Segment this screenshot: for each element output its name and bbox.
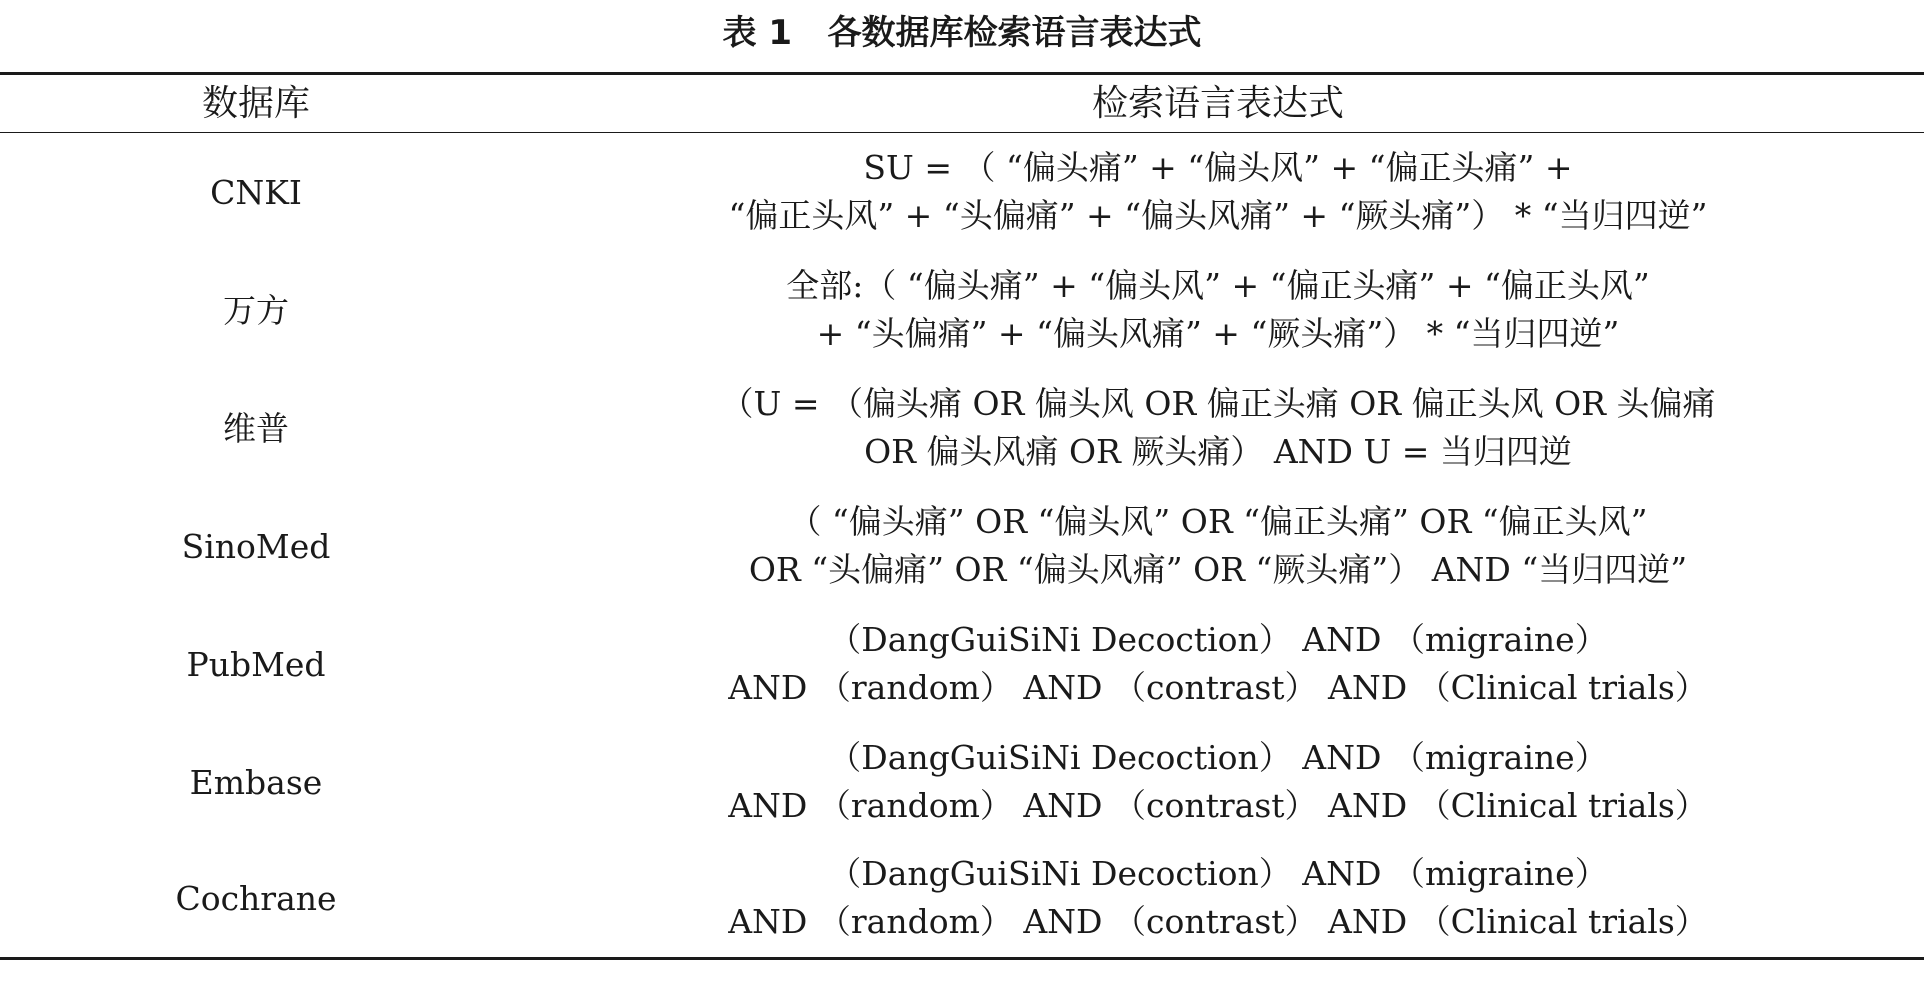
search-expression bbox=[512, 850, 1924, 946]
database-name: SinoMed bbox=[181, 527, 331, 566]
table-bottom-rule bbox=[0, 957, 1924, 960]
database-name: 万方 bbox=[223, 291, 289, 330]
table-top-rule bbox=[0, 72, 1924, 75]
table-row bbox=[0, 724, 1924, 842]
expression-line: AND （random） AND （contrast） AND （Clinical trials） bbox=[728, 902, 1708, 941]
expression-line: （ “偏头痛” OR “偏头风” OR “偏正头痛” OR “偏正头风” bbox=[788, 502, 1648, 541]
table-row bbox=[0, 606, 1924, 724]
search-expression bbox=[512, 144, 1924, 240]
table-row bbox=[0, 488, 1924, 606]
expression-line: 全部:（ “偏头痛” + “偏头风” + “偏正头痛” + “偏正头风” bbox=[786, 266, 1650, 305]
database-name: 维普 bbox=[223, 409, 289, 448]
expression-line: （DangGuiSiNi Decoction） AND （migraine） bbox=[828, 620, 1608, 659]
search-expression bbox=[512, 262, 1924, 358]
expression-line: + “头偏痛” + “偏头风痛” + “厥头痛”） * “当归四逆” bbox=[816, 314, 1620, 353]
expression-line: （DangGuiSiNi Decoction） AND （migraine） bbox=[828, 738, 1608, 777]
search-expression bbox=[512, 498, 1924, 594]
expression-line: OR 偏头风痛 OR 厥头痛） AND U = 当归四逆 bbox=[864, 432, 1572, 471]
table-row bbox=[0, 134, 1924, 252]
database-name: Embase bbox=[189, 763, 323, 802]
search-expression bbox=[512, 734, 1924, 830]
column-header-expression: 检索语言表达式 bbox=[1091, 83, 1344, 124]
table-caption: 表 1 各数据库检索语言表达式 bbox=[722, 13, 1202, 53]
expression-line: OR “头偏痛” OR “偏头风痛” OR “厥头痛”） AND “当归四逆” bbox=[748, 550, 1688, 589]
expression-line: （U = （偏头痛 OR 偏头风 OR 偏正头痛 OR 偏正头风 OR 头偏痛 bbox=[720, 384, 1716, 423]
database-name: PubMed bbox=[186, 645, 326, 684]
search-expression bbox=[512, 380, 1924, 476]
table-row bbox=[0, 370, 1924, 488]
expression-line: （DangGuiSiNi Decoction） AND （migraine） bbox=[828, 854, 1608, 893]
search-expression bbox=[512, 616, 1924, 712]
database-name: CNKI bbox=[210, 173, 302, 212]
expression-line: AND （random） AND （contrast） AND （Clinical trials） bbox=[728, 668, 1708, 707]
expression-line: “偏正头风” + “头偏痛” + “偏头风痛” + “厥头痛”） * “当归四逆” bbox=[728, 196, 1708, 235]
table-header-rule bbox=[0, 132, 1924, 133]
column-header-database: 数据库 bbox=[201, 83, 310, 124]
expression-line: SU = （ “偏头痛” + “偏头风” + “偏正头痛” + bbox=[863, 148, 1573, 187]
expression-line: AND （random） AND （contrast） AND （Clinical trials） bbox=[728, 786, 1708, 825]
table-row bbox=[0, 840, 1924, 958]
database-name: Cochrane bbox=[175, 879, 337, 918]
table-row bbox=[0, 252, 1924, 370]
